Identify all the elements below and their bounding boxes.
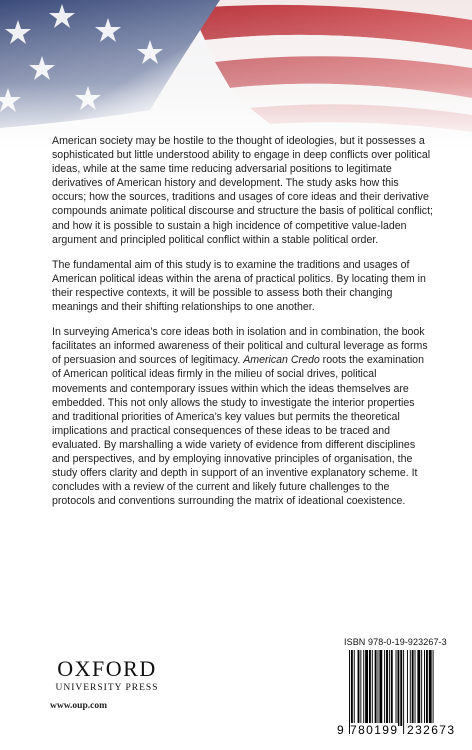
barcode-bar xyxy=(410,650,411,726)
barcode-bar xyxy=(378,650,379,726)
description-paragraph-2 xyxy=(52,258,434,314)
description-paragraph-1 xyxy=(52,134,434,247)
paragraph-text: American society may be hostile to the thought of ideologies, but it possesses a sophisticated but little understood ability to engage in deep conflicts over political ideas, while at the same time reducing adversarial positions to legitimate derivatives of American history and development. The study asks how this occurs; how the sources, traditions and usages of core ideas and their derivative compounds animate political discourse and structure the basis of political conflict; and how it is possible to sustain a high incidence of competitive value-laden argument and principled political conflict within a stable political order. xyxy=(52,135,433,246)
barcode-bar xyxy=(379,650,382,726)
barcode-bar xyxy=(349,650,350,734)
barcode-bar xyxy=(426,650,428,726)
barcode-bar xyxy=(403,650,404,734)
back-cover-description xyxy=(52,134,434,519)
barcode-bar xyxy=(363,650,364,726)
barcode-bar xyxy=(424,650,425,726)
barcode-bar xyxy=(417,650,420,726)
isbn-label: ISBN 978-0-19-923267-3 xyxy=(344,637,447,647)
barcode-bar xyxy=(429,650,432,726)
barcode-bar xyxy=(354,650,355,726)
american-flag-image xyxy=(0,0,472,150)
barcode-bar xyxy=(415,650,416,726)
paragraph-text: The fundamental aim of this study is to examine the traditions and usages of American political ideas within the arena of practical politics. By locating them in their respective contexts, it will be possible to assess both their changing meanings and their shifting relationships to one another. xyxy=(52,258,426,314)
barcode-bar xyxy=(397,650,399,726)
barcode-right-group: 232673 xyxy=(407,723,456,737)
paragraph-text: In surveying America’s core ideas both in isolation and in combination, the book facilitates an informed awareness of their political and cultural leverage as forms of persuasion and sources of legitimacy. xyxy=(52,326,428,367)
barcode-bar xyxy=(372,650,373,726)
paragraph-text: roots the examination of American political ideas firmly in the milieu of social drives, political movements and contemporary issues within which the ideas themselves are embedded. This not only allows the study to investigate the interior properties and traditional priorities of America’s key values but permits the theoretical implications and practical consequences of these ideas to be traced and evaluated. By marshalling a wide variety of evidence from different disciplines and perspectives, and by employing innovative principles of organisation, the study offers clarity and depth in support of an inventive explanatory scheme. It concludes with a review of the current and likely future challenges to the protocols and conventions surrounding the matrix of ideational coexistence. xyxy=(52,354,424,508)
publisher-name: OXFORD xyxy=(57,656,157,681)
book-title-italic: American Credo xyxy=(243,354,320,367)
barcode-bar xyxy=(384,650,385,726)
barcode-first-digit: 9 xyxy=(337,723,346,737)
description-paragraph-3 xyxy=(52,325,434,508)
barcode-bar xyxy=(360,650,361,726)
barcode-bar xyxy=(407,650,408,734)
publisher-url: www.oup.com xyxy=(50,701,108,711)
barcode-image xyxy=(337,650,465,740)
barcode-bar xyxy=(389,650,390,726)
barcode-bar xyxy=(433,650,434,726)
barcode-bar xyxy=(396,650,397,726)
barcode-bar xyxy=(386,650,388,726)
barcode-bar xyxy=(412,650,414,726)
barcode-bar xyxy=(365,650,368,726)
barcode-bar xyxy=(375,650,377,726)
publisher-logo xyxy=(50,657,164,693)
barcode-bar xyxy=(369,650,371,726)
publisher-press: UNIVERSITY PRESS xyxy=(55,683,159,693)
barcode-bar xyxy=(421,650,422,726)
barcode-left-group: 780199 xyxy=(350,723,399,737)
barcode-bar xyxy=(391,650,393,726)
barcode-bar xyxy=(400,650,402,726)
barcode-bar xyxy=(358,650,360,726)
barcode-bar xyxy=(351,650,353,734)
